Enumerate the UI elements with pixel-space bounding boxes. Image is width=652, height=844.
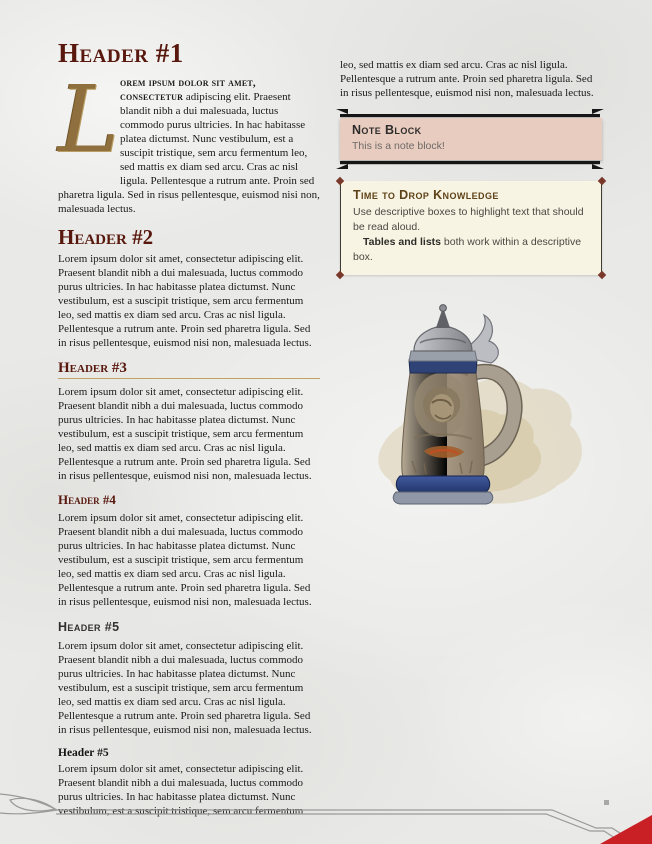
note-block (340, 109, 602, 169)
section-4-paragraph: Lorem ipsum dolor sit amet, consectetur adipiscing elit. Praesent blandit nibh a dui malesuada, luctus commodo purus ultricies. In hac habitasse platea dictumst. Nunc vestibulum, est a suscipit tristique, sem arcu fermentum leo, sed mattis ex diam sed arcu. Cras ac nisl ligula. Pellentesque a rutrum ante. Proin sed pharetra ligula. Sed in risus pellentesque, euismod nisi non, malesuada lectus. (58, 512, 312, 608)
left-column (58, 38, 320, 827)
section-2-paragraph: Lorem ipsum dolor sit amet, consectetur adipiscing elit. Praesent blandit nibh a dui malesuada, luctus commodo purus ultricies. In hac habitasse platea dictumst. Nunc vestibulum, est a suscipit tristique, sem arcu fermentum leo, sed mattis ex diam sed arcu. Cras ac nisl ligula. Pellentesque a rutrum ante. Proin sed pharetra ligula. Sed in risus pellentesque, euismod nisi non, malesuada lectus. (58, 253, 312, 349)
intro-paragraph (58, 66, 320, 216)
section-6-paragraph-truncated: Lorem ipsum dolor sit amet, consectetur adipiscing elit. Praesent blandit nibh a dui malesuada, luctus commodo purus ultricies. In hac habitasse platea dictumst. Nunc vestibulum, est a suscipit tristique, sem arcu fermentum (58, 763, 304, 817)
note-block-body (340, 118, 602, 160)
note-block-title: Note Block (352, 123, 422, 137)
dropcap-letter-icon: L (58, 66, 120, 173)
beer-stein-illustration (340, 303, 600, 518)
descbox-corner-dot-icon (598, 271, 606, 279)
descbox-corner-dot-icon (336, 177, 344, 185)
beer-stein-icon (340, 303, 600, 518)
descriptive-box-line2-bold: Tables and lists (363, 236, 441, 248)
footer-dot-icon (604, 800, 609, 805)
header-4: Header #4 (58, 492, 116, 507)
intro-rest: adipiscing elit. Praesent blandit nibh a dui malesuada, luctus commodo purus ultricies. In hac habitasse platea dictumst. Nunc vestibulum, est a suscipit tristique, sem arcu fermentum leo, sed mattis ex diam sed arcu. Cras ac nisl ligula. Pellentesque a rutrum ante. Proin sed pharetra ligula. Sed in risus pellentesque, euismod nisi non, malesuada lectus. (58, 91, 320, 215)
descriptive-box-line2 (353, 235, 589, 265)
descriptive-box-text (353, 205, 589, 265)
header-6: Header #5 (58, 747, 109, 759)
footer-rule-lines (0, 794, 634, 844)
note-bottom-bar-ornament-icon (336, 160, 604, 169)
note-block-text: This is a note block! (352, 140, 445, 152)
note-top-bar-ornament-icon (336, 109, 604, 118)
descriptive-box-line2-rest: both work within a descriptive box. (353, 236, 582, 263)
section-5-paragraph: Lorem ipsum dolor sit amet, consectetur adipiscing elit. Praesent blandit nibh a dui malesuada, luctus commodo purus ultricies. In hac habitasse platea dictumst. Nunc vestibulum, est a suscipit tristique, sem arcu fermentum leo, sed mattis ex diam sed arcu. Cras ac nisl ligula. Pellentesque a rutrum ante. Proin sed pharetra ligula. Sed in risus pellentesque, euismod nisi non, malesuada lectus. (58, 640, 312, 736)
descriptive-box (340, 181, 602, 275)
section-3-paragraph: Lorem ipsum dolor sit amet, consectetur adipiscing elit. Praesent blandit nibh a dui malesuada, luctus commodo purus ultricies. In hac habitasse platea dictumst. Nunc vestibulum, est a suscipit tristique, sem arcu fermentum leo, sed mattis ex diam sed arcu. Cras ac nisl ligula. Pellentesque a rutrum ante. Proin sed pharetra ligula. Sed in risus pellentesque, euismod nisi non, malesuada lectus. (58, 386, 312, 482)
descbox-corner-dot-icon (598, 177, 606, 185)
header-2: Header #2 (58, 225, 154, 249)
header-3: Header #3 (58, 359, 320, 379)
right-column (340, 58, 602, 518)
header-5: Header #5 (58, 620, 120, 634)
descriptive-box-title: Time to Drop Knowledge (353, 188, 499, 202)
intro-lead-smallcaps: orem ipsum dolor sit amet, consectetur (120, 77, 256, 103)
page-corner-triangle-icon (600, 815, 652, 844)
descbox-corner-dot-icon (336, 271, 344, 279)
descriptive-box-line1: Use descriptive boxes to highlight text that should be read aloud. (353, 206, 584, 233)
continuation-paragraph: leo, sed mattis ex diam sed arcu. Cras ac nisl ligula. Pellentesque a rutrum ante. Proin sed pharetra ligula. Sed in risus pellentesque, euismod nisi non, malesuada lectus. (340, 59, 594, 99)
header-1: Header #1 (58, 38, 184, 68)
footer-ornament (0, 782, 652, 844)
